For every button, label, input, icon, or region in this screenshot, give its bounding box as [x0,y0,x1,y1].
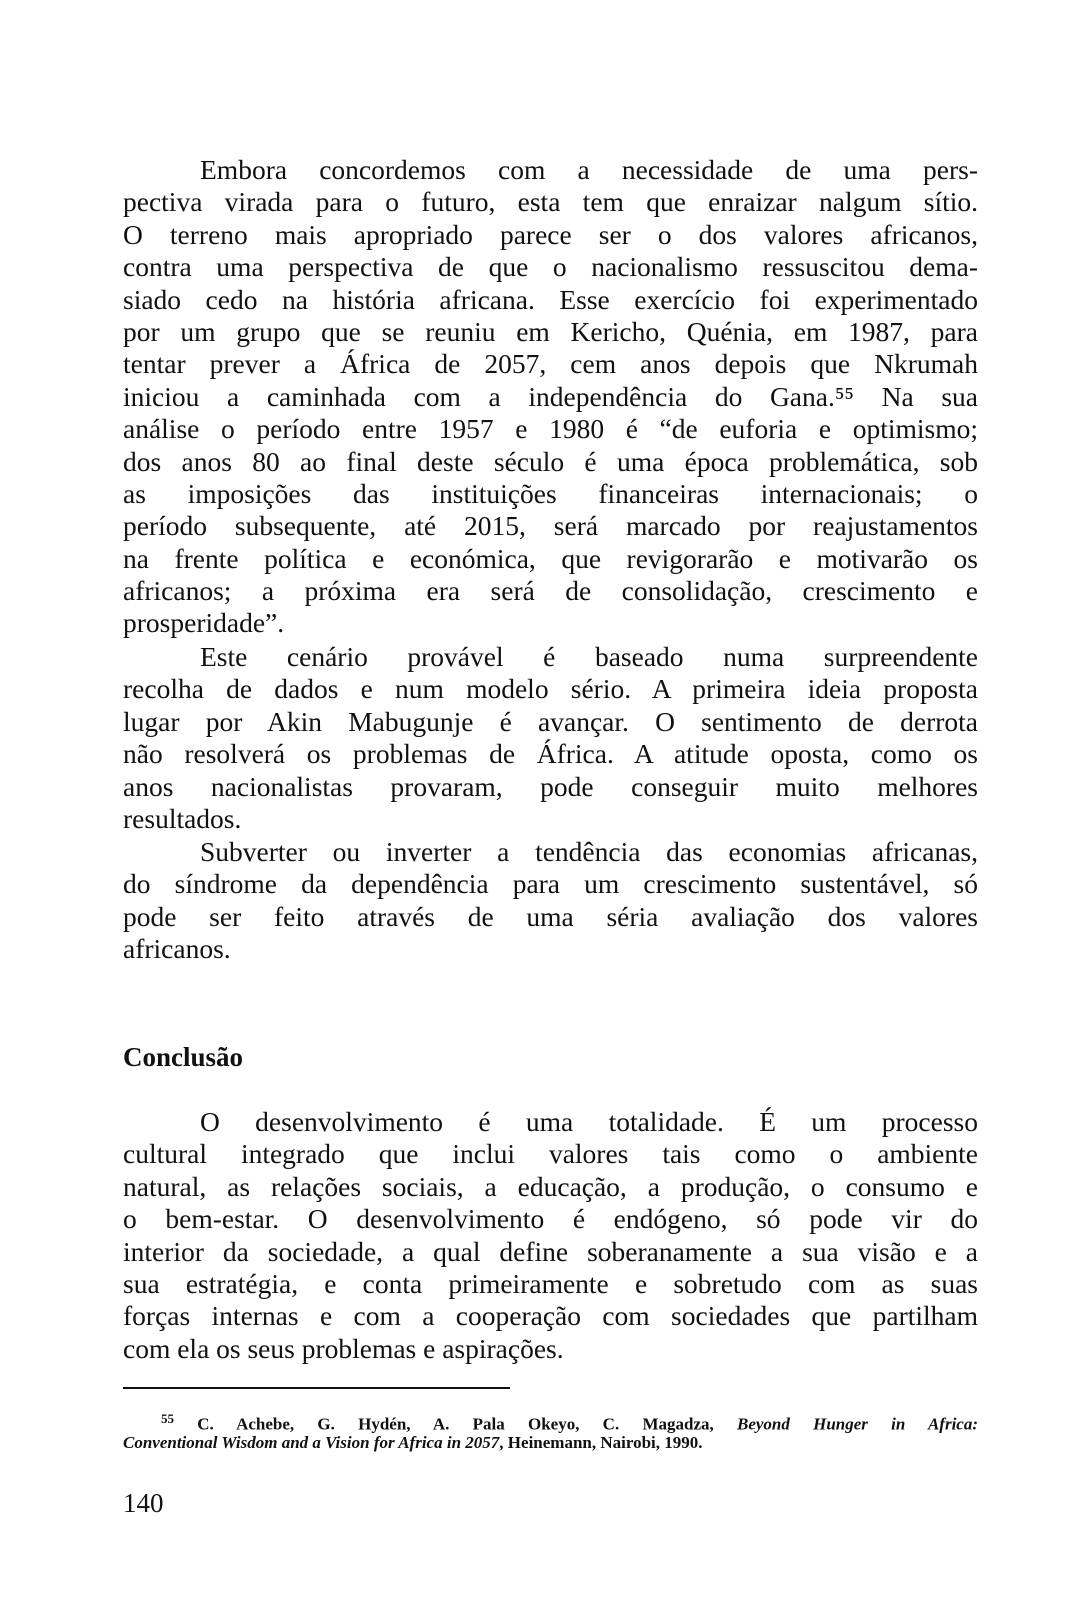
text-line: africanos; a próxima era será de consolidação, crescimento e [123,575,978,607]
text-line: forças internas e com a cooperação com sociedades que partilham [123,1300,978,1332]
text-line: tentar prever a África de 2057, cem anos depois que Nkrumah [123,348,978,380]
text-line: análise o período entre 1957 e 1980 é “de euforia e optimismo; [123,413,978,445]
text-line: lugar por Akin Mabugunje é avançar. O sentimento de derrota [123,705,978,737]
text-line: dos anos 80 ao final deste século é uma época problemática, sob [123,445,978,477]
text-line: interior da sociedade, a qual define soberanamente a sua visão e a [123,1235,978,1267]
text-line: sua estratégia, e conta primeiramente e sobretudo com as suas [123,1267,978,1299]
text-line: cultural integrado que inclui valores tais como o ambiente [123,1138,978,1170]
text-line: resultados. [123,802,242,834]
page-number: 140 [123,1488,164,1518]
text-line: anos nacionalistas provaram, pode conseguir muito melhores [123,770,978,802]
text-line: o bem-estar. O desenvolvimento é endógeno, só pode vir do [123,1203,978,1235]
text-line: recolha de dados e num modelo sério. A primeira ideia proposta [123,673,978,705]
footnote-number: 55 [161,1411,174,1426]
text-line: contra uma perspectiva de que o nacionalismo ressuscitou dema- [123,251,978,283]
text-line: Este cenário provável é baseado numa surpreendente [200,641,978,672]
paragraph-3 [123,836,978,966]
footnote [123,1407,978,1455]
text-line: período subsequente, até 2015, será marcado por reajustamentos [123,510,978,542]
text-line: iniciou a caminhada com a independência do Gana.⁵⁵ Na sua [123,380,978,412]
text-line: O desenvolvimento é uma totalidade. É um processo [200,1106,978,1137]
footnote-title-1: Beyond Hunger in Africa: [737,1414,978,1434]
footnote-authors: C. Achebe, G. Hydén, A. Pala Okeyo, C. Magadza, [197,1414,714,1434]
text-line: pectiva virada para o futuro, esta tem que enraizar nalgum sítio. [123,186,978,218]
text-line: africanos. [123,933,231,965]
text-line: com ela os seus problemas e aspirações. [123,1332,564,1364]
text-line: O terreno mais apropriado parece ser o dos valores africanos, [123,218,978,250]
section-heading-conclusion: Conclusão [123,1042,244,1072]
text-line: prosperidade”. [123,607,285,639]
footnote-publisher: , Heinemann, Nairobi, 1990. [499,1433,703,1452]
paragraph-2 [123,641,978,835]
text-line: Embora concordemos com a necessidade de uma pers- [200,154,978,185]
text-line: na frente política e económica, que revigorarão e motivarão os [123,542,978,574]
text-line: não resolverá os problemas de África. A atitude oposta, como os [123,738,978,770]
text-line: natural, as relações sociais, a educação, a produção, o consumo e [123,1170,978,1202]
conclusion-paragraph [123,1106,978,1365]
paragraph-1 [123,154,978,640]
text-line: por um grupo que se reuniu em Kericho, Quénia, em 1987, para [123,315,978,347]
text-line: as imposições das instituições financeiras internacionais; o [123,477,978,509]
text-line: siado cedo na história africana. Esse exercício foi experimentado [123,283,978,315]
text-line: do síndrome da dependência para um crescimento sustentável, só [123,868,978,900]
footnote-title-2: Conventional Wisdom and a Vision for Africa in 2057 [123,1433,500,1452]
text-line: Subverter ou inverter a tendência das economias africanas, [200,836,978,867]
text-line: pode ser feito através de uma séria avaliação dos valores [123,900,978,932]
footnote-divider [123,1387,510,1389]
